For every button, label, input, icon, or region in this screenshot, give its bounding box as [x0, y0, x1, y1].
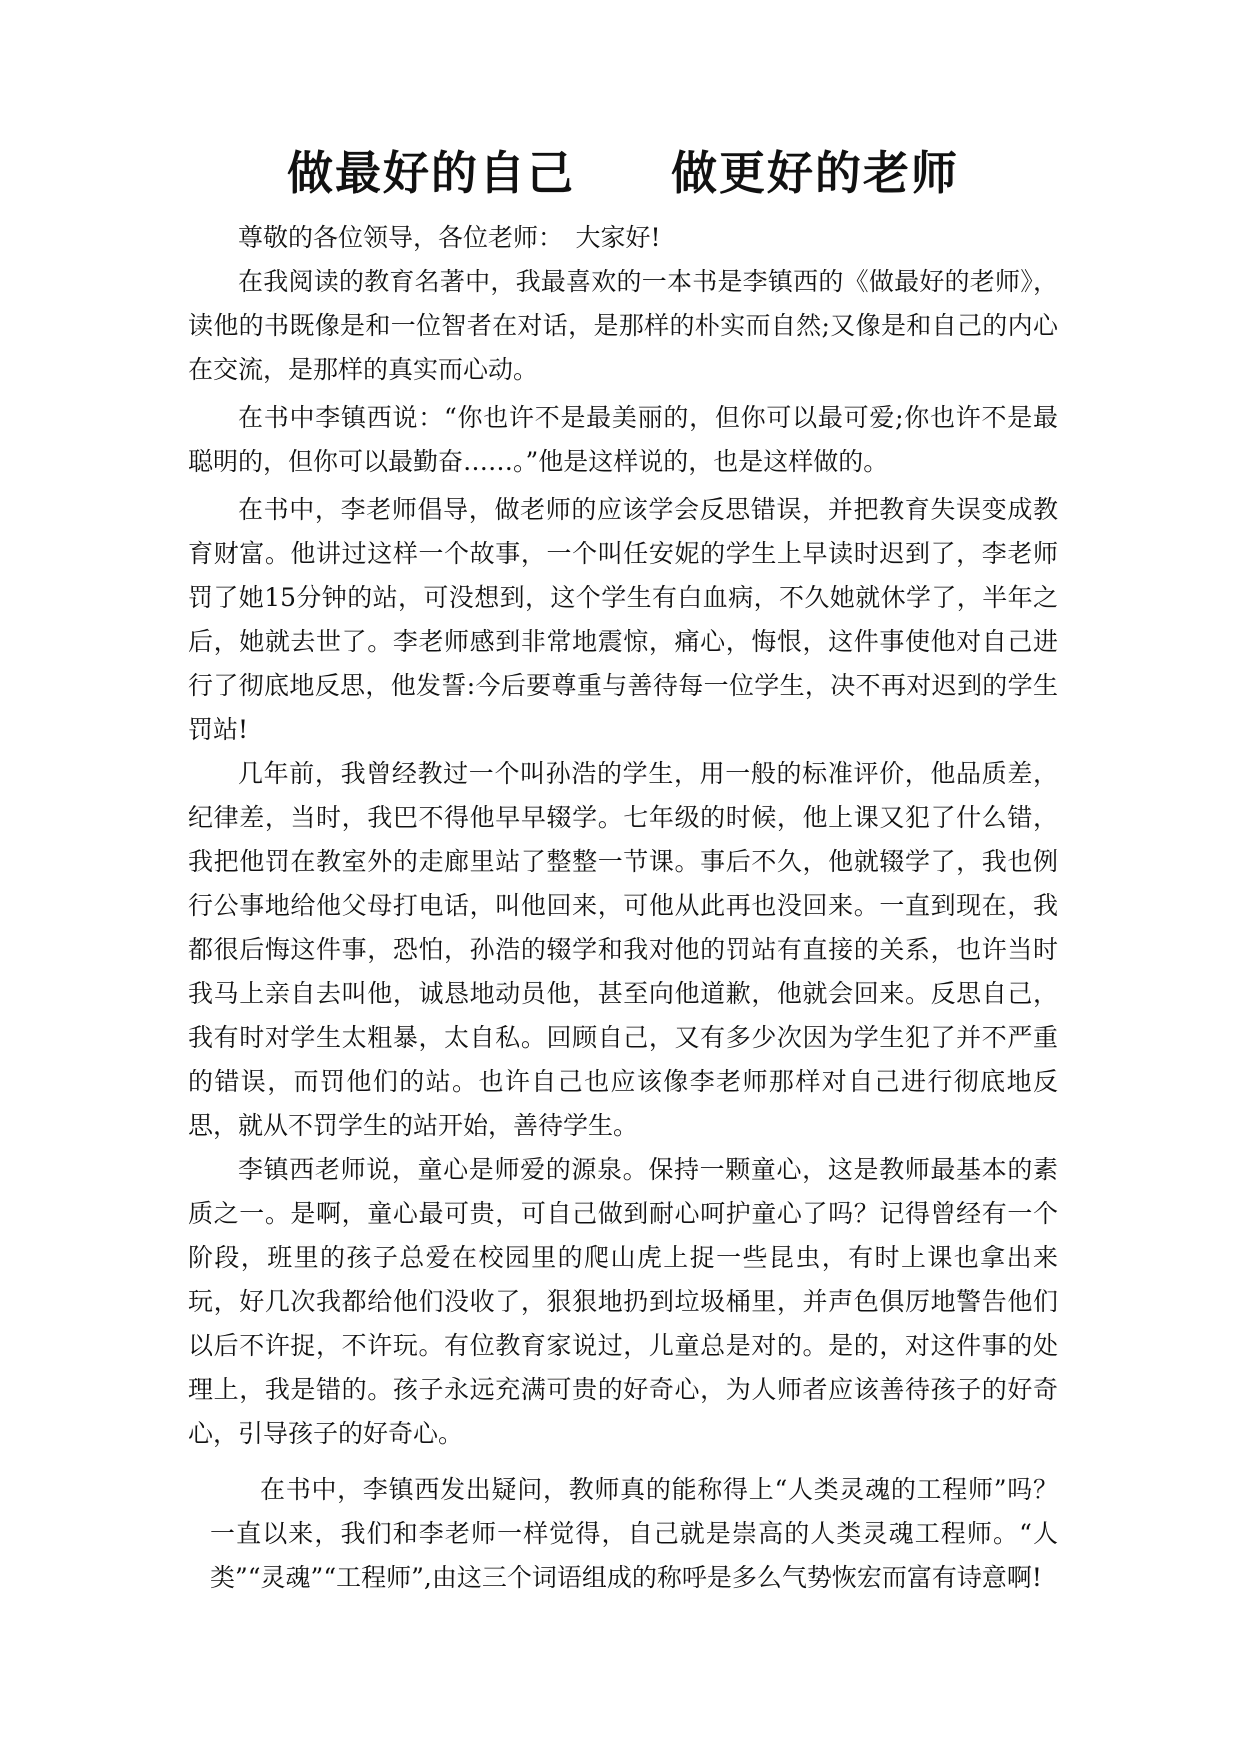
document-page: [188, 142, 1058, 1600]
salutation: 尊敬的各位领导，各位老师： 大家好!: [238, 223, 661, 252]
paragraph-5: 李镇西老师说，童心是师爱的源泉。保持一颗童心，这是教师最基本的素质之一。是啊，童心最可贵，可自己做到耐心呵护童心了吗？记得曾经有一个阶段，班里的孩子总爱在校园里的爬山虎上捉一些昆虫，有时上课也拿出来玩，好几次我都给他们没收了，狠狠地扔到垃圾桶里，并声色俱厉地警告他们以后不许捉，不许玩。有位教育家说过，儿童总是对的。是的，对这件事的处理上，我是错的。孩子永远充满可贵的好奇心，为人师者应该善待孩子的好奇心，引导孩子的好奇心。: [188, 1155, 1058, 1448]
document-title: 做最好的自己 做更好的老师: [287, 146, 959, 200]
paragraph-6: 在书中，李镇西发出疑问，教师真的能称得上“人类灵魂的工程师”吗？一直以来，我们和李老师一样觉得，自己就是崇高的人类灵魂工程师。“人类”“灵魂”“工程师”,由这三个词语组成的称呼是多么气势恢宏而富有诗意啊!: [210, 1475, 1058, 1592]
paragraph-3: 在书中，李老师倡导，做老师的应该学会反思错误，并把教育失误变成教育财富。他讲过这样一个故事，一个叫任安妮的学生上早读时迟到了，李老师罚了她15分钟的站，可没想到，这个学生有白血病，不久她就休学了，半年之后，她就去世了。李老师感到非常地震惊，痛心，悔恨，这件事使他对自己进行了彻底地反思，他发誓:今后要尊重与善待每一位学生，决不再对迟到的学生罚站!: [188, 495, 1058, 744]
paragraph-2: 在书中李镇西说：“你也许不是最美丽的，但你可以最可爱;你也许不是最聪明的，但你可以最勤奋……。”他是这样说的，也是这样做的。: [188, 403, 1058, 476]
paragraph-1: 在我阅读的教育名著中，我最喜欢的一本书是李镇西的《做最好的老师》，读他的书既像是和一位智者在对话，是那样的朴实而自然;又像是和自己的内心在交流，是那样的真实而心动。: [188, 267, 1058, 384]
paragraph-4: 几年前，我曾经教过一个叫孙浩的学生，用一般的标准评价，他品质差，纪律差，当时，我巴不得他早早辍学。七年级的时候，他上课又犯了什么错，我把他罚在教室外的走廊里站了整整一节课。事后不久，他就辍学了，我也例行公事地给他父母打电话，叫他回来，可他从此再也没回来。一直到现在，我都很后悔这件事，恐怕，孙浩的辍学和我对他的罚站有直接的关系，也许当时我马上亲自去叫他，诚恳地动员他，甚至向他道歉，他就会回来。反思自己，我有时对学生太粗暴，太自私。回顾自己，又有多少次因为学生犯了并不严重的错误，而罚他们的站。也许自己也应该像李老师那样对自己进行彻底地反思，就从不罚学生的站开始，善待学生。: [188, 759, 1058, 1140]
